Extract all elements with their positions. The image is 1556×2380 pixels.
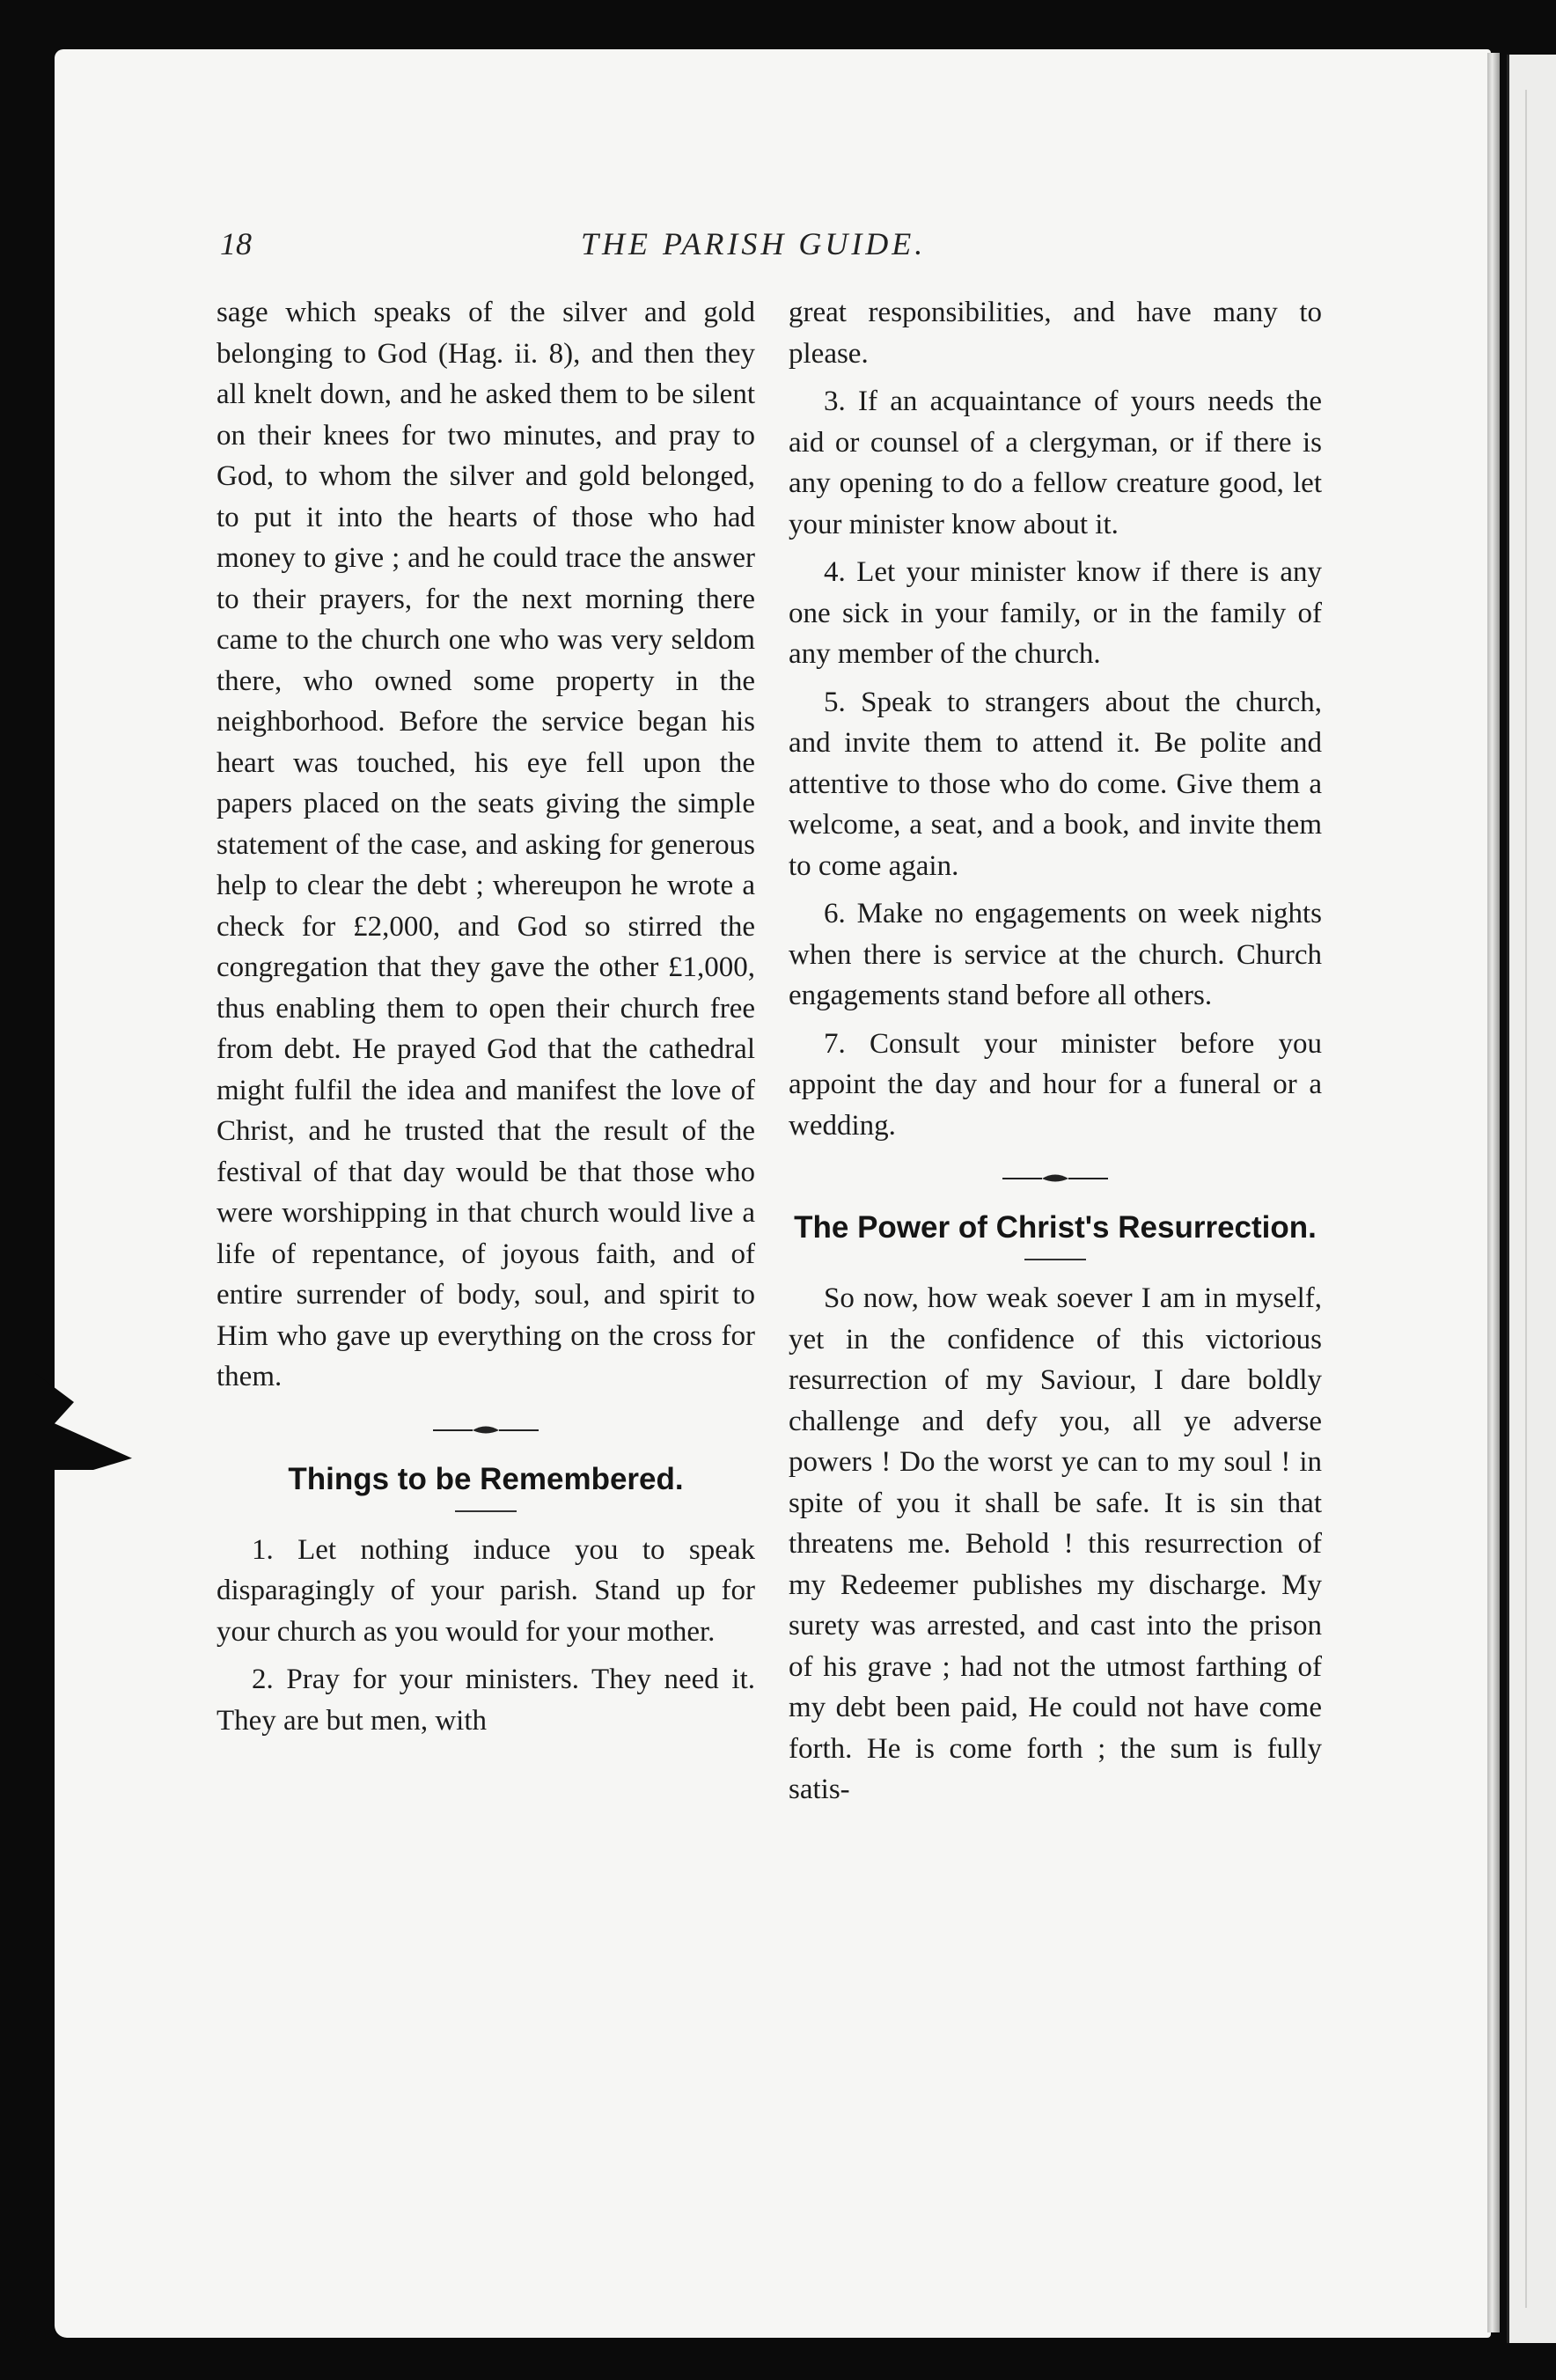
page-title: THE PARISH GUIDE.: [581, 226, 927, 261]
list-item: 3. If an acquaintance of yours needs the aid or counsel of a clergyman, or if there is any opening to do a fellow creature good, let your minister know about it.: [789, 386, 1322, 540]
section-heading-resurrection: The Power of Christ's Resurrection.: [794, 1210, 1317, 1245]
list-item: 6. Make no engagements on week nights when there is service at the church. Church engagements stand before all others.: [789, 898, 1322, 1011]
page-number: 18: [220, 226, 252, 261]
list-item: 5. Speak to strangers about the church, and invite them to attend it. Be polite and attentive to those who do come. Give them a welcome, a seat, and a book, and invite them to come again.: [789, 686, 1322, 882]
adjacent-page: [1507, 55, 1556, 2343]
ornament-divider-icon: [994, 1165, 1117, 1192]
passage-paragraph: So now, how weak soever I am in myself, yet in the confidence of this victorious resurrection of my Saviour, I dare boldly challenge and defy you, all ye adverse powers ! Do the worst ye can to my soul ! in spite of you it shall be safe. It is sin that threatens me. Behold ! this resurrection of my Redeemer publishes my discharge. My surety was arrested, and cast into the prison of his grave ; had not the utmost farthing of my debt been paid, He could not have come forth. He is come forth ; the sum is fully satis-: [789, 1282, 1322, 1805]
continuation-paragraph: sage which speaks of the silver and gold belonging to God (Hag. ii. 8), and then they all knelt down, and he asked them to be silent on their knees for two minutes, and pray to God, to whom the silver and gold belonged, to put it into the hearts of those who had money to give ; and he could trace the answer to their prayers, for the next morning there came to the church one who was very seldom there, who owned some property in the neighborhood. Before the service began his heart was touched, his eye fell upon the papers placed on the seats giving the simple statement of the case, and asking for generous help to clear the debt ; whereupon he wrote a check for £2,000, and God so stirred the congregation that they gave the other £1,000, thus enabling them to open their church free from debt. He prayed God that the cathedral might fulfil the idea and manifest the love of Christ, and he trusted that the result of the festival of that day would be that those who were worshipping in that church would live a life of repentance, of joyous faith, and of entire surrender of body, soul, and spirit to Him who gave up everything on the cross for them.: [217, 297, 755, 1392]
list-item: 2. Pray for your ministers. They need it. They are but men, with: [217, 1664, 755, 1737]
heading-rule: [455, 1510, 517, 1512]
heading-rule: [1024, 1259, 1086, 1260]
running-head: [220, 225, 1329, 264]
page-edge: [1487, 53, 1500, 2332]
list-item: 7. Consult your minister before you appoint the day and hour for a funeral or a wedding.: [789, 1027, 1322, 1142]
section-heading-things: Things to be Remembered.: [288, 1461, 684, 1496]
list-item: 1. Let nothing induce you to speak disparagingly of your parish. Stand up for your church as you would for your mother.: [217, 1533, 755, 1648]
list-item: 4. Let your minister know if there is any one sick in your family, or in the family of any member of the church.: [789, 556, 1322, 670]
right-column: [789, 292, 1322, 1811]
left-column: [217, 292, 755, 1741]
list-item: great responsibilities, and have many to please.: [789, 297, 1322, 370]
ornament-divider-icon: [424, 1417, 547, 1443]
